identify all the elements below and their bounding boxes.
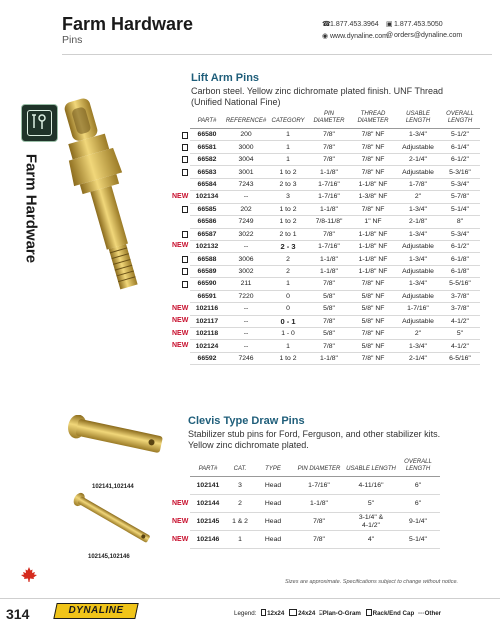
table-cell-cat: 1 to 2 (268, 203, 308, 215)
table-cell-pin: 1-7/16" (308, 240, 350, 252)
table-cell-overall: 5-3/4" (440, 178, 480, 190)
header-divider (62, 54, 492, 55)
table-cell-ref: -- (224, 328, 268, 340)
column-header: REFERENCE# (224, 109, 268, 129)
table-cell-pin: 1-7/16" (308, 191, 350, 203)
table-cell-usable: Adjustable (396, 265, 440, 277)
table-cell-ref: 211 (224, 278, 268, 290)
table-cell-pin: 7/8" (308, 153, 350, 165)
dynaline-logo: DYNALINE (53, 603, 138, 619)
table-cell-cat: 0 (268, 303, 308, 315)
column-header: CATEGORY (268, 109, 308, 129)
column-header: PART# (190, 457, 226, 477)
table-cell-thread: 1-1/8" NF (350, 265, 396, 277)
table-cell-cat: 1 (268, 153, 308, 165)
table-cell-pin: 7/8" (292, 513, 346, 531)
table-cell-pin: 1-1/8" (292, 495, 346, 513)
usable-line: 5" (367, 499, 375, 507)
table-cell-pin: 1-1/8" (308, 265, 350, 277)
table-cell-overall: 5-7/8" (440, 191, 480, 203)
table-row (190, 352, 480, 364)
table-cell-type: Head (254, 513, 292, 531)
table-row (190, 513, 440, 531)
table-cell-overall: 4-1/2" (440, 315, 480, 327)
shelf-icon: ⌺ (319, 610, 323, 617)
table-row (190, 340, 480, 352)
table-cell-part: 66583 (190, 166, 224, 178)
column-header: CAT. (226, 457, 254, 477)
table-row (190, 253, 480, 265)
table-cell-thread: 7/8" NF (350, 203, 396, 215)
table-cell-pin: 7/8" (292, 531, 346, 549)
table-cell-cat: 1 - 0 (268, 328, 308, 340)
table-cell-cat: 1 to 2 (268, 352, 308, 364)
table-cell-ref: -- (224, 303, 268, 315)
table-cell-ref: 200 (224, 129, 268, 141)
clevis-title: Clevis Type Draw Pins (188, 415, 305, 427)
table-cell-pin: 7/8" (308, 129, 350, 141)
table-row (190, 141, 480, 153)
table-cell-overall: 3-7/8" (440, 290, 480, 302)
column-header: OVERALL LENGTH (440, 109, 480, 129)
table-cell-type: Head (254, 477, 292, 495)
table-row (190, 153, 480, 165)
table-cell-overall: 5-1/4" (396, 531, 440, 549)
table-row (190, 290, 480, 302)
table-cell-usable: 2" (396, 328, 440, 340)
clevis-description: Stabilizer stub pins for Ford, Ferguson, and other stabilizer kits. Yellow zinc dichromate plated. (188, 429, 441, 450)
package-box-icon (182, 231, 188, 238)
new-badge: NEW (172, 329, 189, 337)
table-cell-cat: 1 & 2 (226, 513, 254, 531)
table-cell-usable: Adjustable (396, 240, 440, 252)
lift-arm-pin-image (50, 96, 160, 301)
table-row (190, 477, 440, 495)
page-title: Farm Hardware (62, 14, 194, 34)
table-cell-cat: 2 (268, 253, 308, 265)
new-badge: NEW (172, 341, 189, 349)
table-header-row (190, 109, 480, 129)
table-cell-ref: 3004 (224, 153, 268, 165)
table-cell-type: Head (254, 495, 292, 513)
column-header: PIN DIAMETER (308, 109, 350, 129)
table-row (190, 191, 480, 203)
table-cell-usable: Adjustable (396, 315, 440, 327)
table-cell-cat: 1 (268, 141, 308, 153)
table-cell-thread: 5/8" NF (350, 290, 396, 302)
new-badge: NEW (172, 192, 189, 200)
package-box-icon (182, 268, 188, 275)
table-cell-part: 102124 (190, 340, 224, 352)
table-row (190, 315, 480, 327)
table-cell-cat: 2 (226, 495, 254, 513)
table-cell-usable: Adjustable (396, 166, 440, 178)
table-cell-usable (346, 531, 396, 549)
table-cell-part: 102117 (190, 315, 224, 327)
table-cell-thread: 7/8" NF (350, 129, 396, 141)
table-cell-part: 66587 (190, 228, 224, 240)
globe-icon: ◉ (322, 33, 329, 40)
table-cell-overall: 5" (440, 328, 480, 340)
footer-divider (0, 598, 500, 599)
table-cell-ref: 7246 (224, 352, 268, 364)
table-cell-cat: 1 to 2 (268, 166, 308, 178)
table-cell-cat: 1 (268, 278, 308, 290)
table-cell-ref: 202 (224, 203, 268, 215)
side-section-label: Farm Hardware (22, 153, 40, 264)
table-cell-thread: 7/8" NF (350, 166, 396, 178)
table-cell-part: 102118 (190, 328, 224, 340)
table-cell-overall: 6-1/8" (440, 253, 480, 265)
table-row (190, 328, 480, 340)
table-cell-ref: 3002 (224, 265, 268, 277)
box-small-icon (261, 609, 266, 616)
table-cell-overall: 6-5/16" (440, 352, 480, 364)
table-cell-ref: -- (224, 315, 268, 327)
table-cell-usable: 1-3/4" (396, 253, 440, 265)
table-cell-usable: 1-3/4" (396, 278, 440, 290)
table-cell-part: 66589 (190, 265, 224, 277)
table-row (190, 216, 480, 228)
legend: Legend: 12x24 24x24 ⌺Plan-O-Gram Rack/End Cap ◦◦◦Other (234, 610, 442, 617)
table-row (190, 265, 480, 277)
package-box-icon (182, 144, 188, 151)
table-cell-usable: 1-3/4" (396, 228, 440, 240)
table-cell-pin: 1-7/16" (292, 477, 346, 495)
table-cell-usable: 1-3/4" (396, 129, 440, 141)
other-icon: ◦◦◦ (417, 610, 425, 617)
table-cell-thread: 1-1/8" NF (350, 253, 396, 265)
table-cell-thread: 1" NF (350, 216, 396, 228)
table-cell-thread: 7/8" NF (350, 278, 396, 290)
table-cell-cat: 3 (268, 191, 308, 203)
phone-icon: ☎ (322, 21, 331, 28)
usable-line: 4-11/16" (358, 481, 384, 489)
table-cell-pin: 5/8" (308, 290, 350, 302)
table-cell-thread: 1-1/8" NF (350, 240, 396, 252)
website-link[interactable]: ◉ www.dynaline.com (322, 33, 388, 40)
table-cell-thread: 5/8" NF (350, 340, 396, 352)
clevis-table (190, 457, 440, 549)
box-large-icon (289, 609, 297, 616)
table-cell-part: 66582 (190, 153, 224, 165)
table-cell-thread: 7/8" NF (350, 141, 396, 153)
table-cell-part: 102144 (190, 495, 226, 513)
table-cell-pin: 1-1/8" (308, 166, 350, 178)
new-badge: NEW (172, 316, 189, 324)
table-cell-cat: 1 (268, 129, 308, 141)
table-cell-pin: 7/8" (308, 141, 350, 153)
table-cell-ref: 7243 (224, 178, 268, 190)
table-cell-overall: 4-1/2" (440, 340, 480, 352)
table-cell-thread: 5/8" NF (350, 315, 396, 327)
table-cell-usable: 2-1/4" (396, 352, 440, 364)
table-cell-usable: 1-7/16" (396, 303, 440, 315)
table-cell-usable: Adjustable (396, 290, 440, 302)
at-icon: @ (386, 32, 394, 39)
table-cell-thread: 7/8" NF (350, 328, 396, 340)
table-cell-usable (346, 495, 396, 513)
table-cell-part: 66581 (190, 141, 224, 153)
table-cell-usable (346, 477, 396, 495)
table-cell-usable (346, 513, 396, 531)
table-cell-overall: 8" (440, 216, 480, 228)
package-box-icon (182, 256, 188, 263)
phone-contact: ☎1.877.453.3964 (322, 21, 379, 28)
table-cell-cat: 1 (226, 531, 254, 549)
table-cell-cat: 0 - 1 (268, 315, 308, 327)
usable-line: 4-1/2" (362, 521, 380, 529)
clevis-caption-bottom: 102145,102146 (88, 554, 130, 560)
table-cell-pin: 7/8" (308, 340, 350, 352)
table-cell-overall: 5-3/4" (440, 228, 480, 240)
table-cell-overall: 6" (396, 495, 440, 513)
new-badge: NEW (172, 499, 189, 507)
table-cell-pin: 7/8" (308, 278, 350, 290)
table-cell-pin: 1-1/8" (308, 253, 350, 265)
table-cell-thread: 1-1/8" NF (350, 178, 396, 190)
table-cell-overall: 6" (396, 477, 440, 495)
table-row (190, 240, 480, 252)
column-header: TYPE (254, 457, 292, 477)
table-cell-ref: -- (224, 340, 268, 352)
table-cell-part: 102134 (190, 191, 224, 203)
table-cell-pin: 1-1/8" (308, 203, 350, 215)
new-badge: NEW (172, 304, 189, 312)
table-cell-cat: 0 (268, 290, 308, 302)
table-cell-ref: 3001 (224, 166, 268, 178)
table-cell-cat: 2 to 3 (268, 178, 308, 190)
table-cell-usable: 2" (396, 191, 440, 203)
table-cell-ref: 3006 (224, 253, 268, 265)
table-cell-part: 102141 (190, 477, 226, 495)
table-row (190, 303, 480, 315)
usable-line: 3-1/4" & (358, 513, 384, 521)
table-cell-pin: 5/8" (308, 328, 350, 340)
page-number: 314 (6, 606, 30, 622)
package-box-icon (182, 132, 188, 139)
table-cell-part: 66588 (190, 253, 224, 265)
table-header-row (190, 457, 440, 477)
column-header: OVERALL LENGTH (396, 457, 440, 477)
fax-contact: ▣1.877.453.5050 (386, 21, 443, 28)
column-header: PART# (190, 109, 224, 129)
table-cell-part: 66580 (190, 129, 224, 141)
table-cell-overall: 5-5/16" (440, 278, 480, 290)
table-cell-cat: 2 - 3 (268, 240, 308, 252)
table-cell-usable: Adjustable (396, 141, 440, 153)
table-cell-pin: 5/8" (308, 303, 350, 315)
table-cell-overall: 5-1/4" (440, 203, 480, 215)
table-cell-part: 102146 (190, 531, 226, 549)
table-cell-overall: 6-1/4" (440, 141, 480, 153)
table-cell-overall: 3-7/8" (440, 303, 480, 315)
table-cell-cat: 2 (268, 265, 308, 277)
table-row (190, 228, 480, 240)
pin-tool-icon (28, 111, 50, 133)
table-cell-usable: 1-3/4" (396, 340, 440, 352)
table-row (190, 129, 480, 141)
table-cell-overall: 5-3/16" (440, 166, 480, 178)
table-cell-pin: 7/8" (308, 228, 350, 240)
table-cell-pin: 7/8" (308, 315, 350, 327)
table-cell-cat: 1 (268, 340, 308, 352)
column-header: USABLE LENGTH (396, 109, 440, 129)
table-cell-ref: 7249 (224, 216, 268, 228)
table-cell-pin: 1-1/8" (308, 352, 350, 364)
footer-disclaimer: Sizes are approximate. Specifications subject to change without notice. (285, 579, 459, 585)
table-cell-cat: 1 to 2 (268, 216, 308, 228)
table-row (190, 178, 480, 190)
table-cell-ref: 7220 (224, 290, 268, 302)
package-box-icon (182, 169, 188, 176)
page-subtitle: Pins (62, 34, 83, 46)
table-cell-thread: 1-1/8" NF (350, 228, 396, 240)
maple-leaf-icon (21, 567, 37, 582)
package-box-icon (182, 281, 188, 288)
table-cell-thread: 7/8" NF (350, 352, 396, 364)
new-badge: NEW (172, 535, 189, 543)
table-cell-overall: 6-1/8" (440, 265, 480, 277)
table-cell-part: 66586 (190, 216, 224, 228)
table-cell-ref: 3000 (224, 141, 268, 153)
table-row (190, 203, 480, 215)
table-row (190, 531, 440, 549)
clevis-pin-image-short (60, 415, 172, 477)
table-cell-ref: 3022 (224, 228, 268, 240)
table-cell-part: 66585 (190, 203, 224, 215)
table-cell-usable: 2-1/4" (396, 153, 440, 165)
table-cell-pin: 7/8-11/8" (308, 216, 350, 228)
table-row (190, 278, 480, 290)
table-cell-usable: 2-1/8" (396, 216, 440, 228)
table-cell-usable: 1-7/8" (396, 178, 440, 190)
table-cell-thread: 1-3/8" NF (350, 191, 396, 203)
table-cell-part: 102116 (190, 303, 224, 315)
email-link[interactable]: @orders@dynaline.com (386, 32, 463, 39)
table-cell-cat: 3 (226, 477, 254, 495)
table-cell-ref: -- (224, 191, 268, 203)
table-cell-cat: 2 to 1 (268, 228, 308, 240)
package-box-icon (182, 206, 188, 213)
clevis-caption-top: 102141,102144 (92, 484, 134, 490)
table-row (190, 166, 480, 178)
new-badge: NEW (172, 241, 189, 249)
table-cell-overall: 6-1/2" (440, 240, 480, 252)
table-cell-thread: 7/8" NF (350, 153, 396, 165)
table-cell-ref: -- (224, 240, 268, 252)
usable-line: 4" (367, 535, 375, 543)
table-cell-part: 66590 (190, 278, 224, 290)
fax-icon: ▣ (386, 21, 393, 28)
column-header: USABLE LENGTH (346, 457, 396, 477)
table-cell-usable: 1-3/4" (396, 203, 440, 215)
table-cell-pin: 1-7/16" (308, 178, 350, 190)
lift-arm-title: Lift Arm Pins (191, 72, 260, 84)
table-cell-overall: 9-1/4" (396, 513, 440, 531)
column-header: THREAD DIAMETER (350, 109, 396, 129)
rack-icon (366, 609, 372, 616)
table-row (190, 495, 440, 513)
lift-arm-description: Carbon steel. Yellow zinc dichromate plated finish. UNF Thread (Unified National Fine) (191, 86, 443, 107)
column-header: PIN DIAMETER (292, 457, 346, 477)
clevis-pin-image-long (68, 488, 158, 550)
table-cell-part: 102132 (190, 240, 224, 252)
table-cell-part: 66591 (190, 290, 224, 302)
table-cell-part: 66584 (190, 178, 224, 190)
package-box-icon (182, 156, 188, 163)
lift-arm-table (190, 109, 480, 365)
table-cell-type: Head (254, 531, 292, 549)
table-cell-part: 102145 (190, 513, 226, 531)
new-badge: NEW (172, 517, 189, 525)
table-cell-overall: 5-1/2" (440, 129, 480, 141)
table-cell-thread: 5/8" NF (350, 303, 396, 315)
table-cell-overall: 6-1/2" (440, 153, 480, 165)
table-cell-part: 66592 (190, 352, 224, 364)
